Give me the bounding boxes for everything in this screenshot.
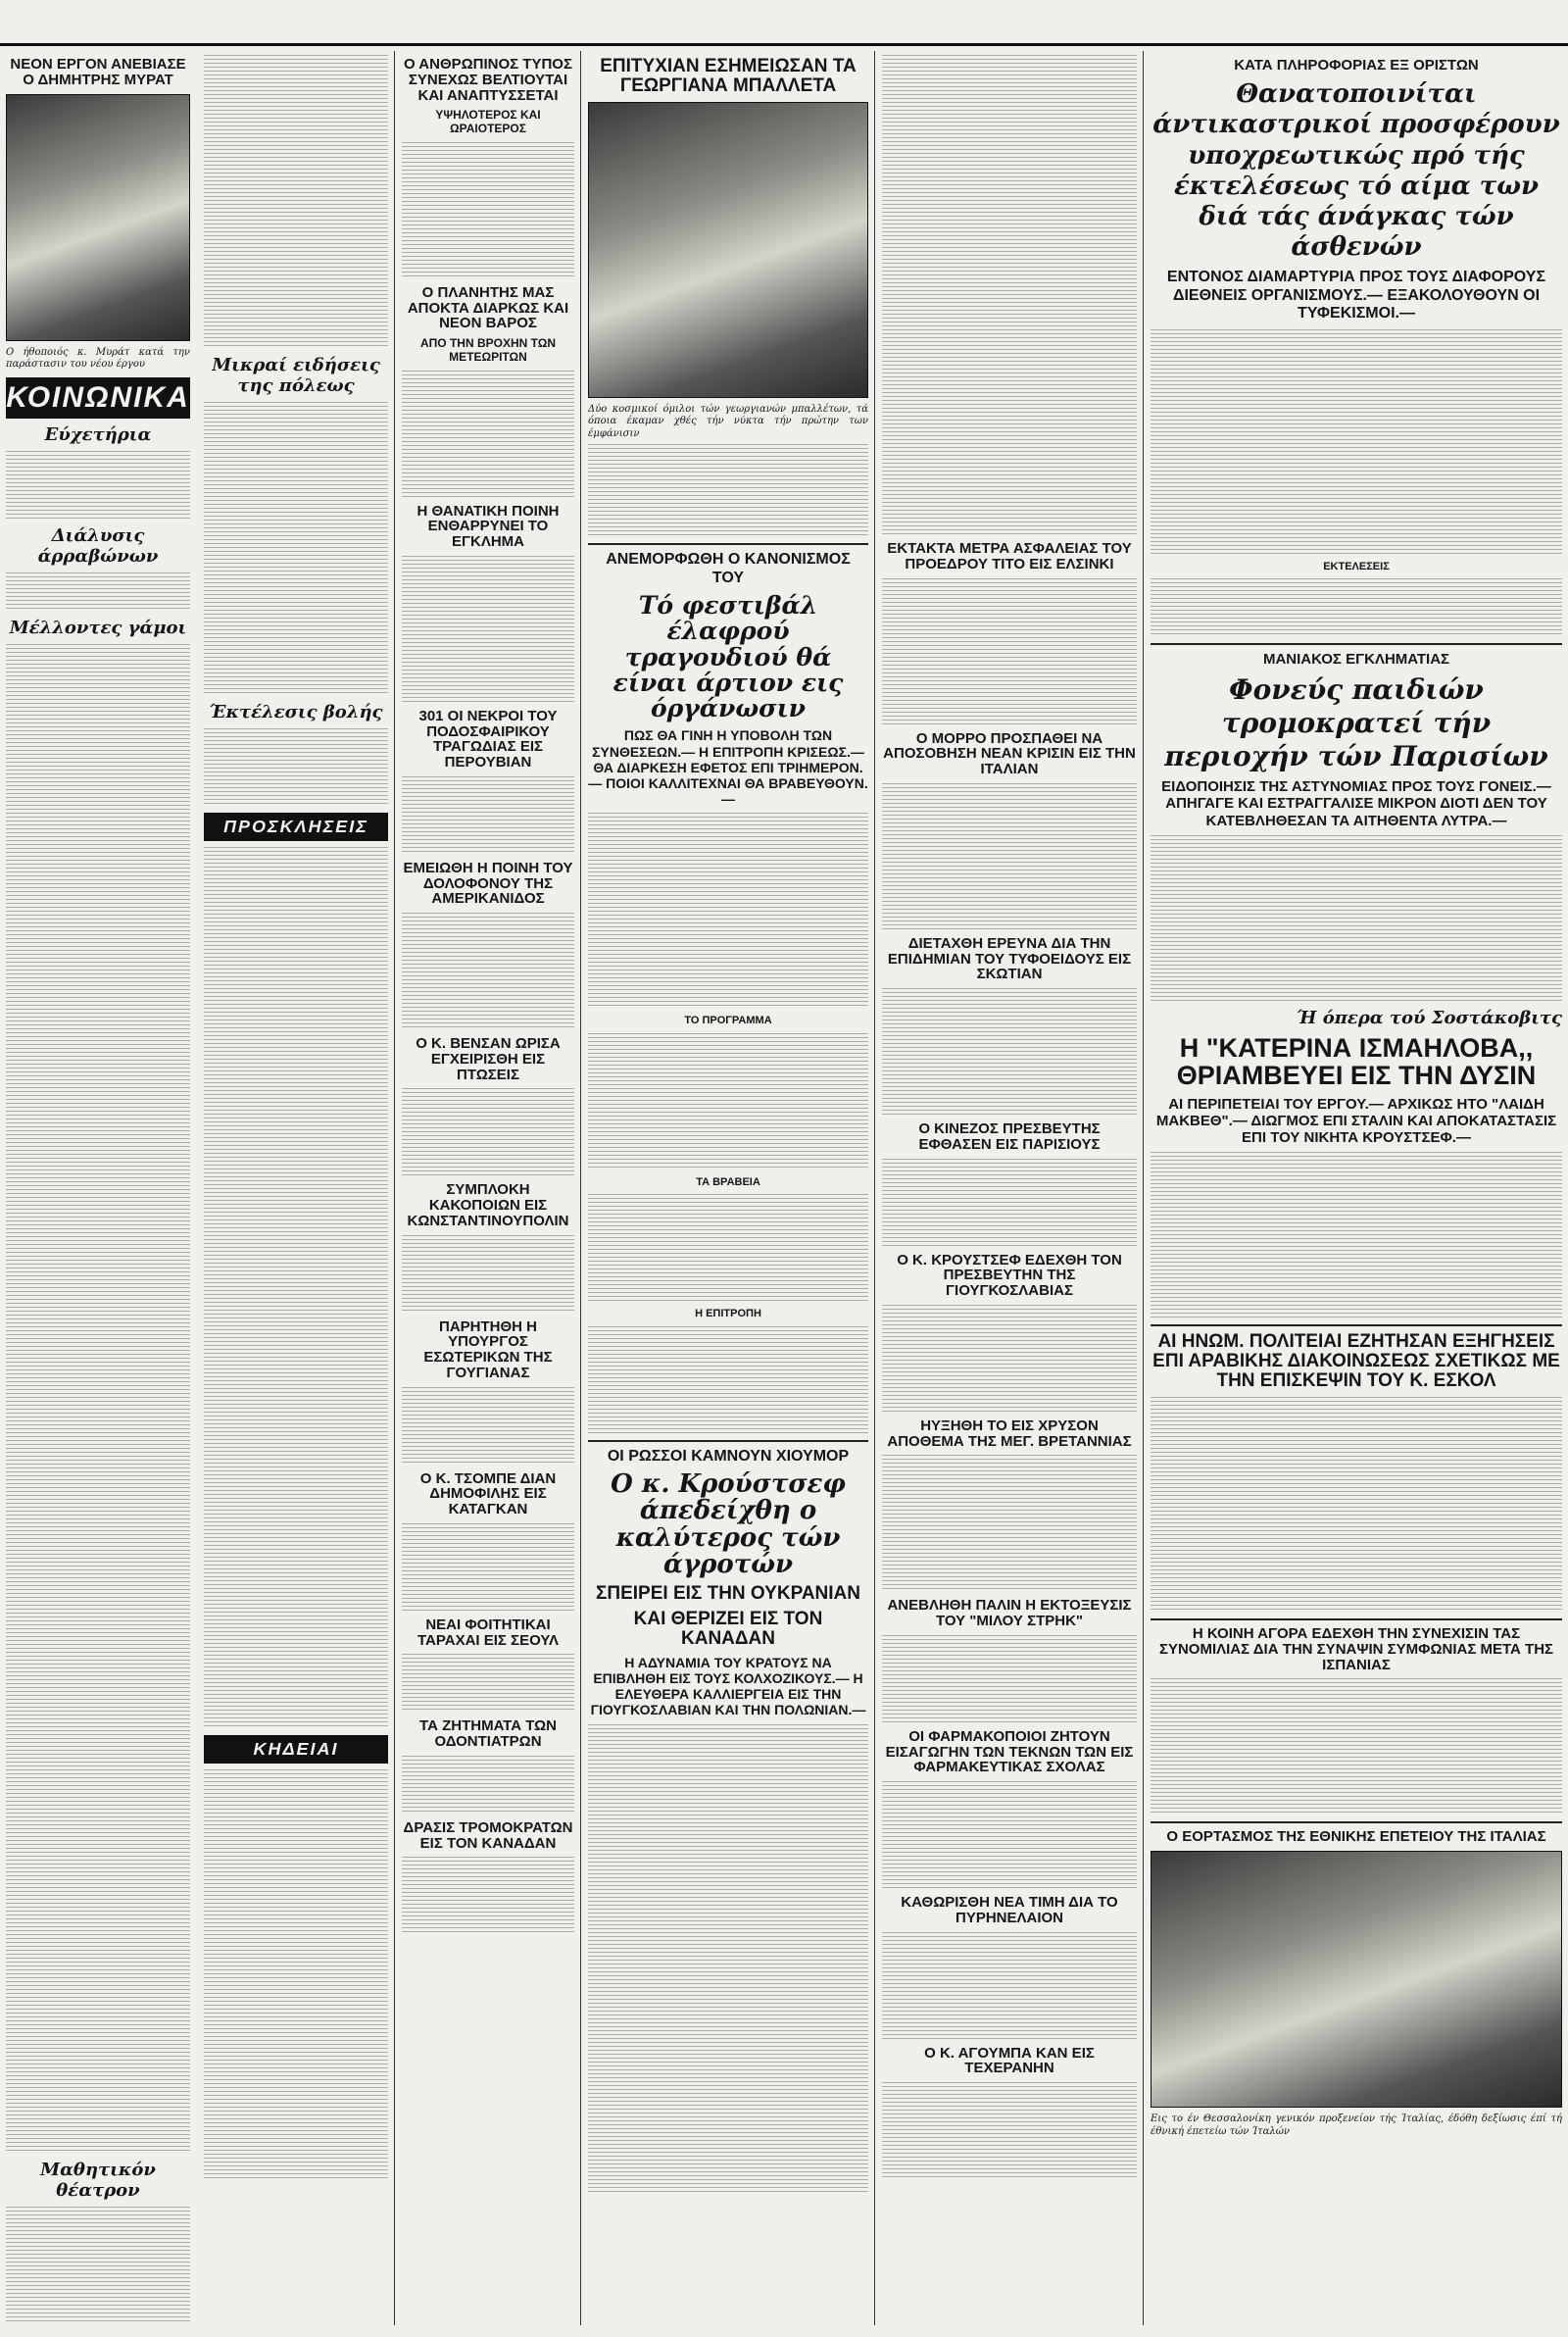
murat-headline: ΝΕΟΝ ΕΡΓΟΝ ΑΝΕΒΙΑΣΕ Ο ΔΗΜΗΤΡΗΣ ΜΥΡΑΤ [10, 56, 186, 88]
column-divider [394, 51, 395, 2325]
pharma-headline: ΟΙ ΦΑΡΜΑΚΟΠΟΙΟΙ ΖΗΤΟΥΝ ΕΙΣΑΓΩΓΗΝ ΤΩΝ ΤΕΚΝΩΝ ΤΩΝ ΕΙΣ ΦΑΡΜΑΚΕΥΤΙΚΑΣ ΣΧΟΛΑΣ [885, 1727, 1134, 1776]
ballet-headline: ΕΠΙΤΥΧΙΑΝ ΕΣΗΜΕΙΩΣΑΝ ΤΑ ΓΕΩΡΓΙΑΝΑ ΜΠΑΛΛΕΤΑ [600, 56, 857, 96]
section-rule [588, 543, 868, 545]
execution-heading: Έκτέλεσις βολής [209, 702, 383, 722]
khrushchev-yugo-text [882, 1305, 1137, 1413]
khrushchev-headline: Ο κ. Κρούστσεφ άπεδείχθη ο καλύτερος τών άγροτών [611, 1469, 846, 1580]
section-rule [588, 1440, 868, 1442]
opera-sub: ΑΙ ΠΕΡΙΠΕΤΕΙΑΙ ΤΟΥ ΕΡΓΟΥ.— ΑΡΧΙΚΩΣ ΗΤΟ "ΛΑΙΔΗ ΜΑΚΒΕΘ".— ΔΙΩΓΜΟΣ ΕΠΙ ΣΤΑΛΙΝ ΚΑΙ ΑΠΟΚΑΤΑΣΤΑΣΙΣ ΕΠΙ ΤΟΥ ΝΙΚΗΤΑ ΚΡΟΥΣΤΣΕΦ.— [1155, 1095, 1557, 1147]
italy-caption: Εις το έν Θεσσαλονίκη γενικόν προξενείον τής Ίταλίας, έδόθη δεξίωσις έπί τή έθνική έπετείω τών Ίταλών [1151, 2113, 1562, 2137]
measures-headline: ΔΡΑΣΙΣ ΤΡΟΜΟΚΡΑΤΩΝ ΕΙΣ ΤΟΝ ΚΑΝΑΔΑΝ [403, 1818, 573, 1852]
program-text [588, 1033, 868, 1170]
spain-headline: Η ΚΟΙΝΗ ΑΓΟΡΑ ΕΔΕΧΘΗ ΤΗΝ ΣΥΝΕΧΙΣΙΝ ΤΑΣ ΣΥΝΟΜΙΛΙΑΣ ΔΙΑ ΤΗΝ ΣΥΝΑΨΙΝ ΣΥΜΦΩΝΙΑΣ ΜΕΤΑ ΤΗΣ ΙΣΠΑΝΙΑΣ [1158, 1625, 1554, 1673]
invitations-banner: ΠΡΟΣΚΛΗΣΕΙΣ [204, 813, 388, 841]
chinese-text [882, 1159, 1137, 1247]
column-4 [876, 51, 1143, 2325]
committee-text [588, 1326, 868, 1434]
price-text [882, 1932, 1137, 2040]
murat-article-text [204, 55, 388, 349]
strike-text [882, 1635, 1137, 1723]
castro-sub: ΕΝΤΟΝΟΣ ΔΙΑΜΑΡΤΥΡΙΑ ΠΡΟΣ ΤΟΥΣ ΔΙΑΦΟΡΟΥΣ ΔΙΕΘΝΕΙΣ ΟΡΓΑΝΙΣΜΟΥΣ.— ΕΞΑΚΟΛΟΥΘΟΥΝ ΟΙ ΤΥΦΕΚΙΣΜΟΙ.— [1166, 269, 1546, 323]
column-5 [1145, 51, 1568, 2325]
gold-headline: ΗΥΞΗΘΗ ΤΟ ΕΙΣ ΧΡΥΣΟΝ ΑΠΟΘΕΜΑ ΤΗΣ ΜΕΓ. ΒΡΕΤΑΝΝΙΑΣ [887, 1417, 1132, 1450]
planet-sub: ΑΠΟ ΤΗΝ ΒΡΟΧΗΝ ΤΩΝ ΜΕΤΕΩΡΙΤΩΝ [419, 336, 557, 364]
bensan-text [402, 1088, 574, 1176]
moro-headline: Ο ΜΟΡΡΟ ΠΡΟΣΠΑΘΕΙ ΝΑ ΑΠΟΣΟΒΗΣΗ ΝΕΑΝ ΚΡΙΣΙΝ ΕΙΣ ΤΗΝ ΙΤΑΛΙΑΝ [883, 729, 1136, 777]
resigned-text [402, 1387, 574, 1466]
death-penalty-text [402, 556, 574, 703]
news-heading: Μικραί ειδήσεις της πόλεως [212, 355, 380, 396]
italy-headline: Ο ΕΟΡΤΑΣΜΟΣ ΤΗΣ ΕΘΝΙΚΗΣ ΕΠΕΤΕΙΟΥ ΤΗΣ ΙΤΑΛΙΑΣ [1166, 1828, 1546, 1846]
ballet-text [588, 444, 868, 537]
ballet-photo [588, 102, 868, 398]
program-heading: ΤΟ ΠΡΟΓΡΑΜΜΑ [684, 1014, 772, 1026]
khrushchev-yugo-headline: Ο Κ. ΚΡΟΥΣΤΣΕΦ ΕΔΕΧΘΗ ΤΟΝ ΠΡΕΣΒΕΥΤΗΝ ΤΗΣ ΓΙΟΥΓΚΟΣΛΑΒΙΑΣ [897, 1251, 1122, 1299]
engagements-text [6, 572, 190, 612]
weddings-text [6, 644, 190, 2154]
maniac-text [1151, 835, 1562, 1002]
prison-text [402, 913, 574, 1030]
castro-kicker: ΚΑΤΑ ΠΛΗΡΟΦΟΡΙΑΣ ΕΞ ΟΡΙΣΤΩΝ [1234, 57, 1479, 74]
festival-kicker: ΑΝΕΜΟΡΦΩΘΗ Ο ΚΑΝΟΝΙΣΜΟΣ ΤΟΥ [606, 551, 851, 586]
castro-continued-text [882, 55, 1137, 535]
wishes-text [6, 451, 190, 520]
news-text [204, 402, 388, 696]
khrushchev-sub2: ΚΑΙ ΘΕΡΙΖΕΙ ΕΙΣ ΤΟΝ ΚΑΝΑΔΑΝ [633, 1609, 823, 1650]
maniac-kicker: ΜΑΝΙΑΚΟΣ ΕΓΚΛΗΜΑΤΙΑΣ [1262, 651, 1450, 669]
chinese-headline: Ο ΚΙΝΕΖΟΣ ΠΡΕΣΒΕΥΤΗΣ ΕΦΘΑΣΕΝ ΕΙΣ ΠΑΡΙΣΙΟΥΣ [918, 1120, 1101, 1153]
engagements-heading: Διάλυσις άρραβώνων [37, 524, 159, 567]
weddings-heading: Μέλλοντες γάμοι [9, 617, 187, 638]
tsombe-text [402, 1523, 574, 1612]
castro-text [1151, 329, 1562, 555]
human-type-headline: Ο ΑΝΘΡΩΠΙΝΟΣ ΤΥΠΟΣ ΣΥΝΕΧΩΣ ΒΕΛΤΙΟΥΤΑΙ ΚΑΙ ΑΝΑΠΤΥΣΣΕΤΑΙ [404, 56, 572, 104]
tito-headline: ΕΚΤΑΚΤΑ ΜΕΤΡΑ ΑΣΦΑΛΕΙΑΣ ΤΟΥ ΠΡΟΕΔΡΟΥ ΤΙΤΟ ΕΙΣ ΕΛΣΙΝΚΙ [887, 540, 1132, 572]
wishes-heading: Εύχετήρια [44, 423, 152, 445]
section-rule [1151, 1821, 1562, 1823]
committee-heading: Η ΕΠΙΤΡΟΠΗ [695, 1308, 761, 1320]
invitations-text [204, 847, 388, 1729]
column-1 [0, 51, 196, 2325]
khrushchev-sub1: ΣΠΕΙΡΕΙ ΕΙΣ ΤΗΝ ΟΥΚΡΑΝΙΑΝ [595, 1583, 860, 1605]
funerals-banner: ΚΗΔΕΙΑΙ [204, 1735, 388, 1764]
masthead-rule [0, 43, 1568, 46]
moro-text [882, 783, 1137, 930]
funerals-text [204, 1769, 388, 2181]
prizes-text [588, 1194, 868, 1302]
sympathy-headline: ΣΥΜΠΛΟΚΗ ΚΑΚΟΠΟΙΩΝ ΕΙΣ ΚΩΝΣΤΑΝΤΙΝΟΥΠΟΛΙΝ [407, 1181, 569, 1229]
executions-text [1151, 578, 1562, 637]
khrushchev-deck: Η ΑΔΥΝΑΜΙΑ ΤΟΥ ΚΡΑΤΟΥΣ ΝΑ ΕΠΙΒΛΗΘΗ ΕΙΣ ΤΟΥΣ ΚΟΛΧΟΖΙΚΟΥΣ.— Η ΕΛΕΥΘΕΡΑ ΚΑΛΛΙΕΡΓΕΙΑ ΕΙΣ ΤΗΝ ΓΙΟΥΓΚΟΣΛΑΒΙΑΝ ΚΑΙ ΤΗΝ ΠΟΛΩΝΙΑΝ.— [590, 1655, 866, 1718]
society-banner: ΚΟΙΝΩΝΙΚΑ [6, 377, 190, 419]
spain-text [1151, 1678, 1562, 1815]
festival-headline: Τό φεστιβάλ έλαφρού τραγουδιού θά είναι άρτιον εις όργάνωσιν [612, 591, 844, 723]
executions-label: ΕΚΤΕΛΕΣΕΙΣ [1323, 560, 1390, 572]
festival-text [588, 813, 868, 1009]
typhoid-headline: ΔΙΕΤΑΧΘΗ ΕΡΕΥΝΑ ΔΙΑ ΤΗΝ ΕΠΙΔΗΜΙΑΝ ΤΟΥ ΤΥΦΟΕΙΔΟΥΣ ΕΙΣ ΣΚΩΤΙΑΝ [887, 934, 1132, 983]
death-penalty-headline: Η ΘΑΝΑΤΙΚΗ ΠΟΙΝΗ ΕΝΘΑΡΡΥΝΕΙ ΤΟ ΕΓΚΛΗΜΑ [416, 502, 560, 551]
students-text [402, 1654, 574, 1713]
eskol-text [1151, 1397, 1562, 1613]
column-divider [580, 51, 581, 2325]
sympathy-text [402, 1235, 574, 1314]
typhoid-text [882, 988, 1137, 1116]
column-1b [198, 51, 394, 2325]
section-rule [1151, 643, 1562, 645]
dentists-text [402, 1756, 574, 1815]
murat-caption: Ο ήθοποιός κ. Μυράτ κατά την παράστασιν του νέου έργου [6, 346, 190, 370]
section-rule [1151, 1324, 1562, 1326]
pharma-text [882, 1781, 1137, 1889]
opera-text [1151, 1152, 1562, 1318]
column-divider [874, 51, 875, 2325]
human-type-sub: ΥΨΗΛΟΤΕΡΟΣ ΚΑΙ ΩΡΑΙΟΤΕΡΟΣ [435, 108, 541, 136]
dentists-headline: ΤΑ ΖΗΤΗΜΑΤΑ ΤΩΝ ΟΔΟΝΤΙΑΤΡΩΝ [419, 1717, 557, 1751]
agoumpa-text [882, 2082, 1137, 2180]
tito-text [882, 578, 1137, 725]
peru-dead-text [402, 776, 574, 855]
tsombe-headline: Ο Κ. ΤΣΟΜΠΕ ΔΙΑΝ ΔΗΜΟΦΙΛΗΣ ΕΙΣ ΚΑΤΑΓΚΑΝ [419, 1469, 557, 1518]
eskol-headline: ΑΙ ΗΝΩΜ. ΠΟΛΙΤΕΙΑΙ ΕΖΗΤΗΣΑΝ ΕΞΗΓΗΣΕΙΣ ΕΠΙ ΑΡΑΒΙΚΗΣ ΔΙΑΚΟΙΝΩΣΕΩΣ ΣΧΕΤΙΚΩΣ ΜΕ ΤΗΝ ΕΠΙΣΚΕΨΙΝ ΤΟΥ Κ. ΕΣΚΟΛ [1152, 1331, 1560, 1392]
strike-headline: ΑΝΕΒΛΗΘΗ ΠΑΛΙΝ Η ΕΚΤΟΞΕΥΣΙΣ ΤΟΥ "ΜΙΛΟΥ ΣΤΡΗΚ" [887, 1597, 1132, 1629]
ballet-caption: Δύο κοσμικοί όμιλοι τών γεωργιανών μπαλλέτων, τά όποια έκαμαν χθές τήν νύκτα τήν πρώτην των έμφάνισιν [588, 403, 868, 439]
resigned-headline: ΠΑΡΗΤΗΘΗ Η ΥΠΟΥΡΓΟΣ ΕΣΩΤΕΡΙΚΩΝ ΤΗΣ ΓΟΥΓΙΑΝΑΣ [423, 1318, 553, 1381]
khrushchev-kicker: ΟΙ ΡΩΣΣΟΙ ΚΑΜΝΟΥΝ ΧΙΟΥΜΟΡ [607, 1447, 850, 1465]
students-headline: ΝΕΑΙ ΦΟΙΤΗΤΙΚΑΙ ΤΑΡΑΧΑΙ ΕΙΣ ΣΕΟΥΛ [416, 1616, 560, 1649]
measures-text [402, 1857, 574, 1935]
student-theater-heading: Μαθητικόν θέατρον [40, 2159, 156, 2201]
human-type-text [402, 142, 574, 279]
agoumpa-headline: Ο Κ. ΑΓΟΥΜΠΑ ΚΑΝ ΕΙΣ ΤΕΧΕΡΑΝΗΝ [924, 2044, 1095, 2077]
planet-headline: Ο ΠΛΑΝΗΤΗΣ ΜΑΣ ΑΠΟΚΤΑ ΔΙΑΡΚΩΣ ΚΑΙ ΝΕΟΝ ΒΑΡΟΣ [407, 283, 569, 332]
peru-dead-headline: 301 ΟΙ ΝΕΚΡΟΙ ΤΟΥ ΠΟΔΟΣΦΑΙΡΙΚΟΥ ΤΡΑΓΩΔΙΑΣ ΕΙΣ ΠΕΡΟΥΒΙΑΝ [418, 707, 558, 771]
castro-headline: Θανατοποινίται άντικαστρικοί προσφέρουν υποχρεωτικώς πρό τής έκτελέσεως τό αίμα των διά τάς άνάγκας τών άσθενών [1152, 79, 1560, 263]
italy-photo [1151, 1851, 1562, 2108]
student-theater-text [6, 2207, 190, 2324]
gold-text [882, 1455, 1137, 1592]
column-2 [396, 51, 580, 2325]
opera-headline: Η "ΚΑΤΕΡΙΝΑ ΙΣΜΑΗΛΟΒΑ,, ΘΡΙΑΜΒΕΥΕΙ ΕΙΣ ΤΗΝ ΔΥΣΙΝ [1176, 1032, 1537, 1091]
execution-text [204, 728, 388, 807]
bensan-headline: Ο Κ. ΒΕΝΣΑΝ ΩΡΙΣΑ ΕΓΧΕΙΡΙΣΘΗ ΕΙΣ ΠΤΩΣΕΙΣ [416, 1035, 561, 1083]
column-divider [1143, 51, 1144, 2325]
maniac-sub: ΕΙΔΟΠΟΙΗΣΙΣ ΤΗΣ ΑΣΤΥΝΟΜΙΑΣ ΠΡΟΣ ΤΟΥΣ ΓΟΝΕΙΣ.— ΑΠΗΓΑΓΕ ΚΑΙ ΕΣΤΡΑΓΓΑΛΙΣΕ ΜΙΚΡΟΝ ΔΙΟΤΙ ΔΕΝ ΤΟΥ ΚΑΤΕΒΛΗΘΕΣΑΝ ΤΑ ΑΙΤΗΘΕΝΤΑ ΛΥΤΡΑ.— [1161, 778, 1551, 829]
maniac-headline: Φονεύς παιδιών τρομοκρατεί τήν περιοχήν τών Παρισίων [1164, 673, 1548, 772]
column-3 [582, 51, 874, 2325]
khrushchev-text [588, 1724, 868, 2195]
planet-text [402, 371, 574, 498]
prizes-heading: ΤΑ ΒΡΑΒΕΙΑ [696, 1175, 760, 1188]
murat-photo [6, 94, 190, 341]
price-headline: ΚΑΘΩΡΙΣΘΗ ΝΕΑ ΤΙΜΗ ΔΙΑ ΤΟ ΠΥΡΗΝΕΛΑΙΟΝ [901, 1894, 1118, 1926]
festival-sub: ΠΩΣ ΘΑ ΓΙΝΗ Η ΥΠΟΒΟΛΗ ΤΩΝ ΣΥΝΘΕΣΕΩΝ.— Η ΕΠΙΤΡΟΠΗ ΚΡΙΣΕΩΣ.— ΘΑ ΔΙΑΡΚΕΣΗ ΕΦΕΤΟΣ ΕΠΙ ΤΡΙΗΜΕΡΟΝ.— ΠΟΙΟΙ ΚΑΛΛΙΤΕΧΝΑΙ ΘΑ ΒΡΑΒΕΥΘΟΥΝ.— [588, 727, 868, 807]
prison-headline: ΕΜΕΙΩΘΗ Η ΠΟΙΝΗ ΤΟΥ ΔΟΛΟΦΟΝΟΥ ΤΗΣ ΑΜΕΡΙΚΑΝΙΔΟΣ [403, 859, 573, 908]
opera-kicker: Ή όπερα τού Σοστάκοβιτς [1297, 1007, 1562, 1028]
section-rule [1151, 1618, 1562, 1620]
